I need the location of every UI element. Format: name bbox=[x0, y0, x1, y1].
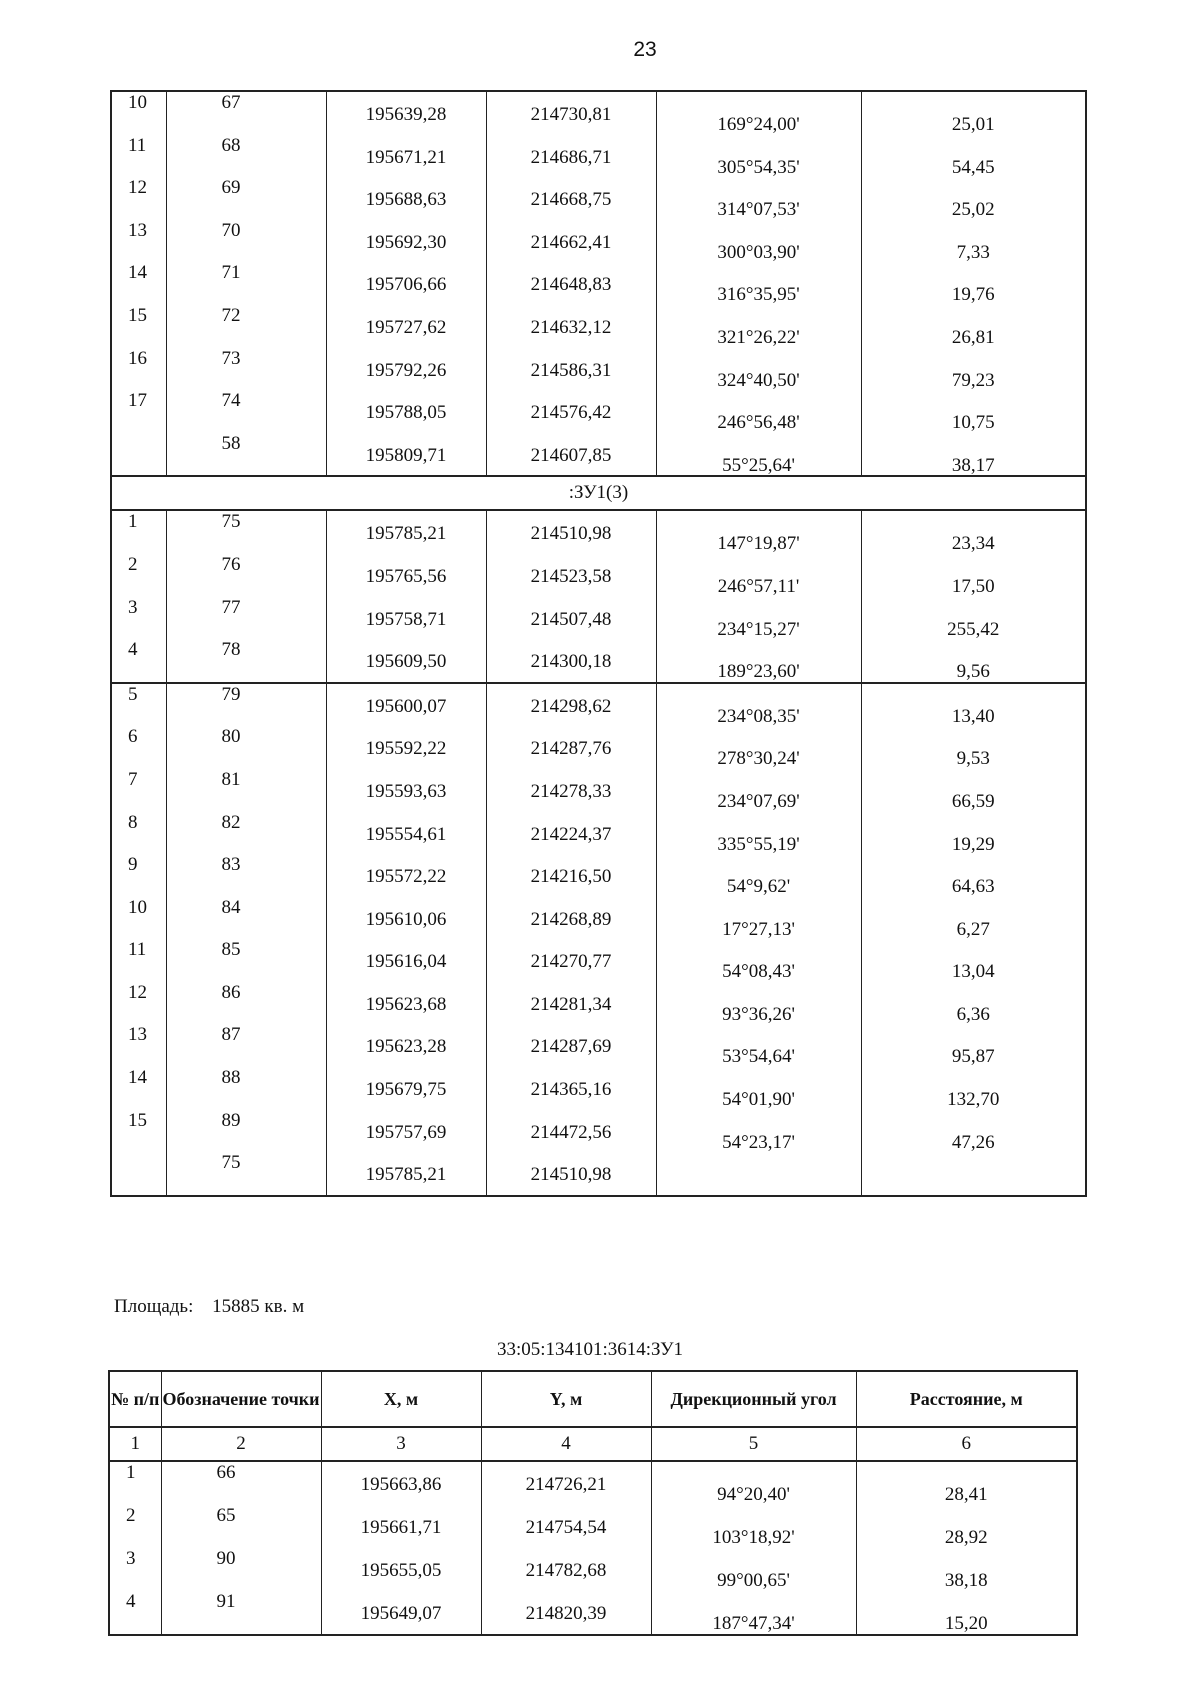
point-id: 67 bbox=[221, 92, 241, 113]
point-id: 82 bbox=[221, 811, 241, 833]
distance: 38,17 bbox=[951, 454, 995, 476]
point-id: 80 bbox=[221, 726, 241, 748]
distance: 255,42 bbox=[947, 618, 1000, 640]
y-coordinate: 214730,81 bbox=[530, 104, 612, 125]
y-coordinate: 214507,48 bbox=[530, 608, 612, 630]
col-header-y: Y, м bbox=[481, 1371, 651, 1427]
column-number-row bbox=[109, 1427, 1077, 1461]
x-coordinate: 195655,05 bbox=[360, 1560, 442, 1581]
point-id: 81 bbox=[221, 768, 241, 790]
coordinates-table-1 bbox=[110, 90, 1087, 1197]
row-number: 6 bbox=[128, 726, 138, 748]
distance: 9,53 bbox=[956, 748, 990, 770]
point-id: 58 bbox=[221, 432, 241, 454]
point-id: 74 bbox=[221, 390, 241, 412]
x-coordinate: 195688,63 bbox=[365, 189, 447, 211]
distance: 10,75 bbox=[951, 412, 995, 434]
x-coordinate: 195663,86 bbox=[360, 1474, 442, 1495]
distance: 54,45 bbox=[951, 156, 995, 178]
table-row bbox=[111, 726, 1086, 769]
table-row bbox=[111, 348, 1086, 391]
table-row bbox=[111, 939, 1086, 982]
direction-angle: 300°03,90' bbox=[717, 241, 800, 263]
point-id: 65 bbox=[216, 1505, 236, 1526]
x-coordinate: 195623,68 bbox=[365, 993, 447, 1015]
point-id: 76 bbox=[221, 553, 241, 575]
table-row bbox=[111, 1067, 1086, 1110]
x-coordinate: 195639,28 bbox=[365, 104, 447, 125]
direction-angle: 99°00,65' bbox=[717, 1570, 790, 1591]
point-id: 75 bbox=[221, 511, 241, 533]
distance: 38,18 bbox=[944, 1570, 988, 1591]
distance: 6,27 bbox=[956, 918, 990, 940]
direction-angle: 246°56,48' bbox=[717, 412, 800, 434]
y-coordinate: 214298,62 bbox=[530, 695, 612, 717]
row-number: 16 bbox=[128, 347, 147, 369]
y-coordinate: 214287,76 bbox=[530, 738, 612, 760]
table-row bbox=[111, 897, 1086, 940]
table-row bbox=[111, 177, 1086, 220]
parcel-identifier: 33:05:134101:3614:ЗУ1 bbox=[496, 1339, 684, 1360]
point-id: 90 bbox=[216, 1548, 236, 1569]
table-row bbox=[111, 597, 1086, 640]
direction-angle: 55°25,64' bbox=[722, 454, 795, 476]
row-number: 10 bbox=[128, 92, 147, 113]
direction-angle: 169°24,00' bbox=[717, 114, 800, 135]
table-row bbox=[111, 510, 1086, 554]
x-coordinate: 195765,56 bbox=[365, 565, 447, 587]
row-number: 7 bbox=[128, 768, 138, 790]
point-id: 72 bbox=[221, 304, 241, 326]
direction-angle: 17°27,13' bbox=[722, 918, 795, 940]
distance: 13,04 bbox=[951, 961, 995, 983]
y-coordinate: 214472,56 bbox=[530, 1121, 612, 1143]
table-row bbox=[111, 769, 1086, 812]
table-row bbox=[111, 683, 1086, 727]
point-id: 70 bbox=[221, 219, 241, 241]
col-number: 5 bbox=[651, 1427, 856, 1461]
area-line bbox=[114, 1296, 318, 1318]
direction-angle: 246°57,11' bbox=[717, 575, 800, 597]
point-id: 79 bbox=[221, 683, 241, 705]
direction-angle: 324°40,50' bbox=[717, 369, 800, 391]
row-number: 15 bbox=[128, 304, 147, 326]
coordinates-table-2 bbox=[108, 1370, 1078, 1636]
direction-angle: 94°20,40' bbox=[717, 1484, 790, 1505]
y-coordinate: 214662,41 bbox=[530, 231, 612, 253]
col-header-x: X, м bbox=[321, 1371, 481, 1427]
direction-angle: 234°07,69' bbox=[717, 790, 800, 812]
col-number: 6 bbox=[856, 1427, 1077, 1461]
y-coordinate: 214820,39 bbox=[525, 1603, 607, 1624]
distance: 79,23 bbox=[951, 369, 995, 391]
row-number: 1 bbox=[126, 1462, 136, 1483]
direction-angle: 234°15,27' bbox=[717, 618, 800, 640]
direction-angle: 93°36,26' bbox=[722, 1003, 795, 1025]
row-number: 9 bbox=[128, 854, 138, 876]
col-number: 1 bbox=[109, 1427, 161, 1461]
table-row bbox=[111, 554, 1086, 597]
point-id: 71 bbox=[221, 262, 241, 284]
col-header-angle: Дирекционный угол bbox=[651, 1371, 856, 1427]
y-coordinate: 214754,54 bbox=[525, 1517, 607, 1538]
y-coordinate: 214365,16 bbox=[530, 1079, 612, 1101]
y-coordinate: 214278,33 bbox=[530, 780, 612, 802]
direction-angle: 321°26,22' bbox=[717, 326, 800, 348]
x-coordinate: 195727,62 bbox=[365, 316, 447, 338]
distance: 19,29 bbox=[951, 833, 995, 855]
col-number: 2 bbox=[161, 1427, 321, 1461]
distance: 28,41 bbox=[944, 1484, 988, 1505]
table-row bbox=[111, 91, 1086, 135]
point-id: 78 bbox=[221, 639, 241, 661]
table-row bbox=[111, 220, 1086, 263]
x-coordinate: 195616,04 bbox=[365, 951, 447, 973]
y-coordinate: 214510,98 bbox=[530, 523, 612, 545]
x-coordinate: 195554,61 bbox=[365, 823, 447, 845]
y-coordinate: 214523,58 bbox=[530, 565, 612, 587]
y-coordinate: 214586,31 bbox=[530, 359, 612, 381]
direction-angle: 316°35,95' bbox=[717, 284, 800, 306]
distance: 6,36 bbox=[956, 1003, 990, 1025]
point-id: 87 bbox=[221, 1024, 241, 1046]
direction-angle: 103°18,92' bbox=[712, 1527, 795, 1548]
row-number: 2 bbox=[128, 553, 138, 575]
direction-angle: 335°55,19' bbox=[717, 833, 800, 855]
y-coordinate: 214287,69 bbox=[530, 1036, 612, 1058]
row-number: 11 bbox=[128, 939, 147, 961]
x-coordinate: 195788,05 bbox=[365, 402, 447, 424]
distance: 17,50 bbox=[951, 575, 995, 597]
x-coordinate: 195785,21 bbox=[365, 1164, 447, 1186]
point-id: 73 bbox=[221, 347, 241, 369]
table-row bbox=[111, 639, 1086, 683]
point-id: 88 bbox=[221, 1067, 241, 1089]
row-number: 14 bbox=[128, 262, 147, 284]
distance: 23,34 bbox=[951, 533, 995, 555]
distance: 132,70 bbox=[947, 1089, 1000, 1111]
distance: 47,26 bbox=[951, 1131, 995, 1153]
table-row bbox=[109, 1461, 1077, 1505]
point-id: 83 bbox=[221, 854, 241, 876]
x-coordinate: 195593,63 bbox=[365, 780, 447, 802]
col-header-number: № п/п bbox=[109, 1371, 161, 1427]
direction-angle: 147°19,87' bbox=[717, 533, 800, 555]
x-coordinate: 195809,71 bbox=[365, 444, 447, 466]
x-coordinate: 195592,22 bbox=[365, 738, 447, 760]
section-label-row bbox=[111, 476, 1086, 510]
row-number: 3 bbox=[128, 596, 138, 618]
point-id: 84 bbox=[221, 896, 241, 918]
table-row bbox=[111, 1152, 1086, 1196]
distance: 25,02 bbox=[951, 199, 995, 221]
row-number: 5 bbox=[128, 683, 138, 705]
row-number: 3 bbox=[126, 1548, 136, 1569]
row-number: 11 bbox=[128, 134, 147, 156]
col-number: 4 bbox=[481, 1427, 651, 1461]
direction-angle: 54°01,90' bbox=[722, 1089, 795, 1111]
x-coordinate: 195692,30 bbox=[365, 231, 447, 253]
point-id: 86 bbox=[221, 981, 241, 1003]
point-id: 68 bbox=[221, 134, 241, 156]
col-header-point: Обозначение точки bbox=[161, 1371, 321, 1427]
y-coordinate: 214726,21 bbox=[525, 1474, 607, 1495]
row-number: 4 bbox=[128, 639, 138, 661]
distance: 66,59 bbox=[951, 790, 995, 812]
row-number: 10 bbox=[128, 896, 147, 918]
y-coordinate: 214686,71 bbox=[530, 146, 612, 168]
x-coordinate: 195610,06 bbox=[365, 908, 447, 930]
x-coordinate: 195671,21 bbox=[365, 146, 447, 168]
row-number: 12 bbox=[128, 981, 147, 1003]
section-label: :ЗУ1(3) bbox=[111, 476, 1086, 510]
x-coordinate: 195661,71 bbox=[360, 1517, 442, 1538]
table-row bbox=[111, 262, 1086, 305]
y-coordinate: 214281,34 bbox=[530, 993, 612, 1015]
direction-angle: 305°54,35' bbox=[717, 156, 800, 178]
row-number: 1 bbox=[128, 511, 138, 533]
col-header-distance: Расстояние, м bbox=[856, 1371, 1077, 1427]
x-coordinate: 195600,07 bbox=[365, 695, 447, 717]
direction-angle: 54°08,43' bbox=[722, 961, 795, 983]
x-coordinate: 195623,28 bbox=[365, 1036, 447, 1058]
x-coordinate: 195706,66 bbox=[365, 274, 447, 296]
y-coordinate: 214268,89 bbox=[530, 908, 612, 930]
y-coordinate: 214270,77 bbox=[530, 951, 612, 973]
x-coordinate: 195679,75 bbox=[365, 1079, 447, 1101]
distance: 19,76 bbox=[951, 284, 995, 306]
direction-angle: 187°47,34' bbox=[712, 1613, 795, 1634]
point-id: 69 bbox=[221, 177, 241, 199]
row-number: 14 bbox=[128, 1067, 147, 1089]
table-row bbox=[111, 1024, 1086, 1067]
distance: 7,33 bbox=[956, 241, 990, 263]
y-coordinate: 214607,85 bbox=[530, 444, 612, 466]
x-coordinate: 195758,71 bbox=[365, 608, 447, 630]
distance: 9,56 bbox=[956, 661, 990, 683]
table-row bbox=[111, 982, 1086, 1025]
y-coordinate: 214648,83 bbox=[530, 274, 612, 296]
direction-angle: 54°9,62' bbox=[726, 876, 791, 898]
row-number: 13 bbox=[128, 1024, 147, 1046]
x-coordinate: 195609,50 bbox=[365, 651, 447, 673]
point-id: 77 bbox=[221, 596, 241, 618]
x-coordinate: 195792,26 bbox=[365, 359, 447, 381]
y-coordinate: 214300,18 bbox=[530, 651, 612, 673]
table-row bbox=[111, 812, 1086, 855]
distance: 13,40 bbox=[951, 705, 995, 727]
distance: 26,81 bbox=[951, 326, 995, 348]
y-coordinate: 214668,75 bbox=[530, 189, 612, 211]
table-header-row bbox=[109, 1371, 1077, 1427]
direction-angle: 314°07,53' bbox=[717, 199, 800, 221]
table-row bbox=[111, 1110, 1086, 1153]
page-number: 23 bbox=[633, 38, 657, 61]
table-row bbox=[111, 433, 1086, 477]
row-number: 2 bbox=[126, 1505, 136, 1526]
table-row bbox=[109, 1548, 1077, 1591]
col-number: 3 bbox=[321, 1427, 481, 1461]
distance: 25,01 bbox=[951, 114, 995, 135]
row-number: 15 bbox=[128, 1109, 147, 1131]
table-row bbox=[111, 854, 1086, 897]
row-number: 8 bbox=[128, 811, 138, 833]
point-id: 66 bbox=[216, 1462, 236, 1483]
x-coordinate: 195572,22 bbox=[365, 866, 447, 888]
point-id: 85 bbox=[221, 939, 241, 961]
x-coordinate: 195649,07 bbox=[360, 1603, 442, 1624]
point-id: 89 bbox=[221, 1109, 241, 1131]
y-coordinate: 214632,12 bbox=[530, 316, 612, 338]
table-row bbox=[109, 1591, 1077, 1635]
direction-angle: 53°54,64' bbox=[722, 1046, 795, 1068]
y-coordinate: 214782,68 bbox=[525, 1560, 607, 1581]
row-number: 13 bbox=[128, 219, 147, 241]
table-row bbox=[111, 135, 1086, 178]
distance: 28,92 bbox=[944, 1527, 988, 1548]
row-number: 4 bbox=[126, 1591, 136, 1612]
table-row bbox=[111, 390, 1086, 433]
row-number: 17 bbox=[128, 390, 147, 412]
y-coordinate: 214576,42 bbox=[530, 402, 612, 424]
x-coordinate: 195757,69 bbox=[365, 1121, 447, 1143]
distance: 64,63 bbox=[951, 876, 995, 898]
direction-angle: 189°23,60' bbox=[717, 661, 800, 683]
y-coordinate: 214216,50 bbox=[530, 866, 612, 888]
point-id: 91 bbox=[216, 1591, 236, 1612]
distance: 15,20 bbox=[944, 1613, 988, 1634]
direction-angle: 54°23,17' bbox=[722, 1131, 795, 1153]
direction-angle: 278°30,24' bbox=[717, 748, 800, 770]
point-id: 75 bbox=[221, 1152, 241, 1174]
direction-angle: 234°08,35' bbox=[717, 705, 800, 727]
area-label: Площадь: bbox=[114, 1296, 194, 1317]
row-number: 12 bbox=[128, 177, 147, 199]
distance: 95,87 bbox=[951, 1046, 995, 1068]
table-row bbox=[109, 1505, 1077, 1548]
y-coordinate: 214224,37 bbox=[530, 823, 612, 845]
area-value: 15885 кв. м bbox=[212, 1296, 305, 1317]
table-row bbox=[111, 305, 1086, 348]
y-coordinate: 214510,98 bbox=[530, 1164, 612, 1186]
x-coordinate: 195785,21 bbox=[365, 523, 447, 545]
